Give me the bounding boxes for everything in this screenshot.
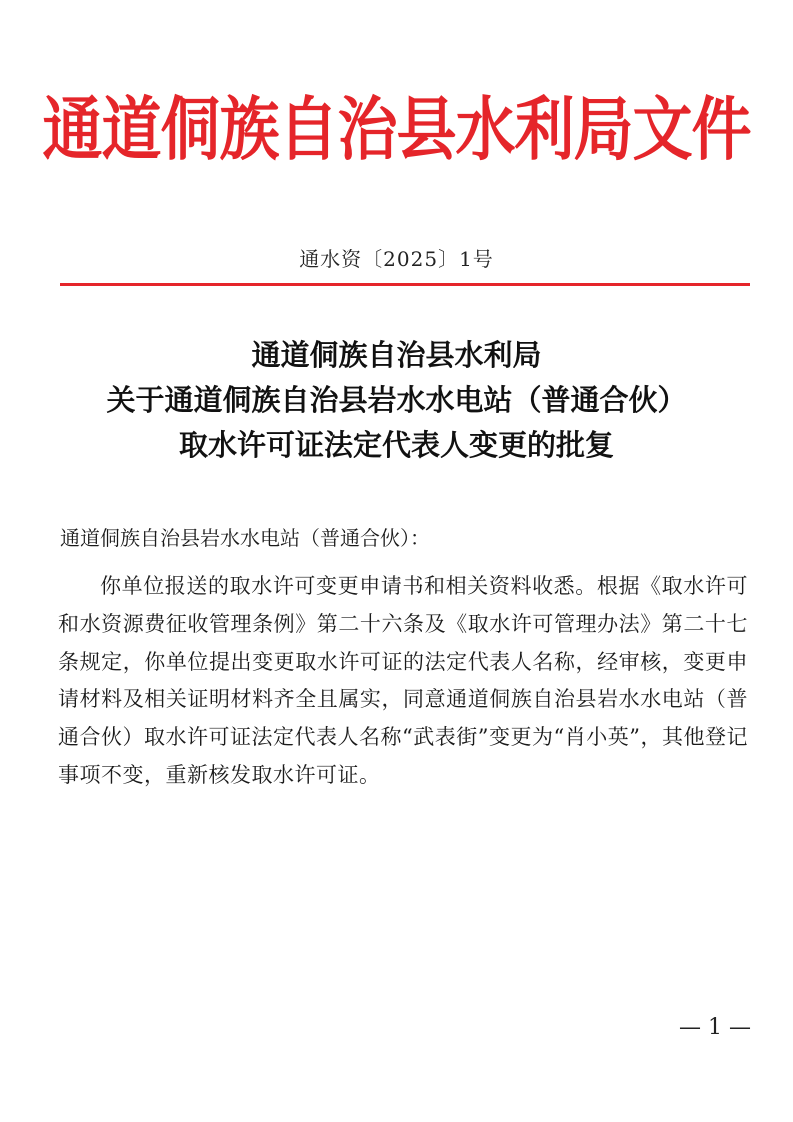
recipient-line: 通道侗族自治县岩水水电站（普通合伙）： <box>60 526 430 550</box>
document-title <box>30 333 763 468</box>
red-divider-line <box>60 283 750 286</box>
document-number: 通水资〔2025〕1号 <box>299 247 494 271</box>
title-line-2: 关于通道侗族自治县岩水水电站（普通合伙） <box>106 383 687 417</box>
title-line-3: 取水许可证法定代表人变更的批复 <box>178 428 614 462</box>
masthead-title: 通道侗族自治县水利局文件 <box>42 89 751 170</box>
title-line-1: 通道侗族自治县水利局 <box>251 338 542 372</box>
page-number: — 1 — <box>679 1015 751 1040</box>
body-paragraph: 你单位报送的取水许可变更申请书和相关资料收悉。根据《取水许可和水资源费征收管理条例》第二十六条及《取水许可管理办法》第二十七条规定，你单位提出变更取水许可证的法定代表人名称，经审核，变更申请材料及相关证明材料齐全且属实，同意通道侗族自治县岩水水电站（普通合伙）取水许可证法定代表人名称“武表街”变更为“肖小英”，其他登记事项不变，重新核发取水许可证。 <box>58 574 748 787</box>
